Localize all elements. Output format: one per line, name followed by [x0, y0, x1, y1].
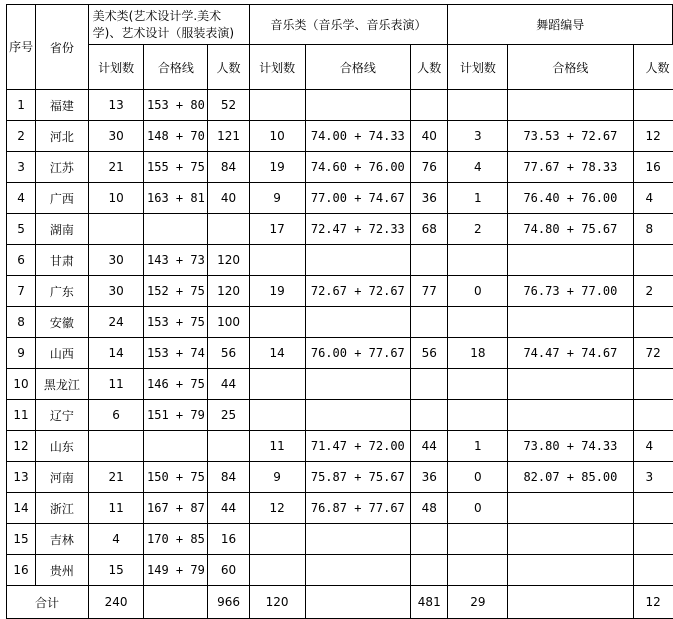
cell-music-plan — [249, 307, 305, 338]
cell-dance-count: 72 — [633, 338, 672, 369]
header-province: 省份 — [36, 5, 89, 90]
cell-dance-line — [508, 493, 633, 524]
cell-dance-plan: 4 — [448, 152, 508, 183]
cell-art-count: 120 — [208, 276, 249, 307]
cell-dance-count: 3 — [633, 462, 672, 493]
cell-seq: 6 — [7, 245, 36, 276]
admission-score-table — [6, 4, 673, 619]
cell-dance-line: 74.80 + 75.67 — [508, 214, 633, 245]
cell-dance-line: 77.67 + 78.33 — [508, 152, 633, 183]
cell-dance-plan — [448, 90, 508, 121]
cell-art-line: 143 + 73 — [144, 245, 208, 276]
cell-province: 浙江 — [36, 493, 89, 524]
cell-seq: 13 — [7, 462, 36, 493]
cell-seq: 5 — [7, 214, 36, 245]
cell-art-plan: 30 — [88, 276, 144, 307]
cell-music-count — [411, 307, 448, 338]
cell-dance-plan — [448, 369, 508, 400]
cell-art-count: 40 — [208, 183, 249, 214]
cell-music-plan: 19 — [249, 152, 305, 183]
table-row — [7, 121, 673, 152]
table-row — [7, 462, 673, 493]
cell-dance-line — [508, 90, 633, 121]
total-art-line — [144, 586, 208, 619]
cell-seq: 8 — [7, 307, 36, 338]
cell-music-count: 77 — [411, 276, 448, 307]
total-row — [7, 586, 673, 619]
admission-table-container — [6, 4, 673, 619]
cell-seq: 3 — [7, 152, 36, 183]
cell-seq: 9 — [7, 338, 36, 369]
cell-dance-plan: 0 — [448, 462, 508, 493]
cell-dance-count: 2 — [633, 276, 672, 307]
cell-art-line: 155 + 75 — [144, 152, 208, 183]
cell-seq: 16 — [7, 555, 36, 586]
header-art-group: 美术类(艺术设计学.美术学)、艺术设计（服装表演) — [88, 5, 249, 45]
cell-art-count: 56 — [208, 338, 249, 369]
cell-seq: 1 — [7, 90, 36, 121]
cell-province: 江苏 — [36, 152, 89, 183]
header-music-group: 音乐类（音乐学、音乐表演） — [249, 5, 448, 45]
cell-province: 贵州 — [36, 555, 89, 586]
cell-art-plan: 30 — [88, 121, 144, 152]
cell-province: 山西 — [36, 338, 89, 369]
table-row — [7, 90, 673, 121]
cell-art-line: 170 + 85 — [144, 524, 208, 555]
cell-province: 河北 — [36, 121, 89, 152]
table-row — [7, 307, 673, 338]
cell-art-count: 25 — [208, 400, 249, 431]
header-dance-count: 人数 — [633, 45, 672, 90]
cell-dance-plan — [448, 555, 508, 586]
header-dance-line: 合格线 — [508, 45, 633, 90]
cell-art-count: 16 — [208, 524, 249, 555]
cell-art-line: 149 + 79 — [144, 555, 208, 586]
total-dance-line — [508, 586, 633, 619]
cell-dance-line: 76.40 + 76.00 — [508, 183, 633, 214]
cell-music-plan — [249, 400, 305, 431]
cell-dance-plan: 18 — [448, 338, 508, 369]
cell-art-plan: 30 — [88, 245, 144, 276]
cell-dance-count: 8 — [633, 214, 672, 245]
header-row-columns — [7, 45, 673, 90]
cell-dance-count: 4 — [633, 183, 672, 214]
table-row — [7, 555, 673, 586]
cell-dance-plan — [448, 245, 508, 276]
cell-dance-count — [633, 524, 672, 555]
table-row — [7, 183, 673, 214]
cell-art-plan: 6 — [88, 400, 144, 431]
header-music-plan: 计划数 — [249, 45, 305, 90]
header-dance-group: 舞蹈编导 — [448, 5, 673, 45]
cell-seq: 2 — [7, 121, 36, 152]
cell-dance-count — [633, 493, 672, 524]
cell-province: 山东 — [36, 431, 89, 462]
cell-music-line: 74.00 + 74.33 — [305, 121, 411, 152]
cell-music-count: 40 — [411, 121, 448, 152]
cell-dance-plan — [448, 524, 508, 555]
cell-art-count: 44 — [208, 369, 249, 400]
cell-seq: 14 — [7, 493, 36, 524]
cell-art-plan — [88, 431, 144, 462]
table-row — [7, 493, 673, 524]
cell-dance-plan: 0 — [448, 276, 508, 307]
cell-music-line: 76.00 + 77.67 — [305, 338, 411, 369]
cell-dance-plan: 1 — [448, 431, 508, 462]
cell-dance-plan: 3 — [448, 121, 508, 152]
cell-art-line: 148 + 70 — [144, 121, 208, 152]
cell-art-plan: 11 — [88, 369, 144, 400]
cell-dance-count: 12 — [633, 121, 672, 152]
header-seq: 序号 — [7, 5, 36, 90]
cell-art-plan — [88, 214, 144, 245]
cell-province: 湖南 — [36, 214, 89, 245]
table-row — [7, 400, 673, 431]
total-art-plan: 240 — [88, 586, 144, 619]
cell-province: 福建 — [36, 90, 89, 121]
cell-music-plan: 9 — [249, 183, 305, 214]
cell-art-count — [208, 214, 249, 245]
total-music-line — [305, 586, 411, 619]
cell-music-line: 75.87 + 75.67 — [305, 462, 411, 493]
cell-dance-plan — [448, 307, 508, 338]
cell-music-line: 76.87 + 77.67 — [305, 493, 411, 524]
total-dance-plan: 29 — [448, 586, 508, 619]
cell-music-plan: 17 — [249, 214, 305, 245]
total-art-count: 966 — [208, 586, 249, 619]
cell-music-plan: 9 — [249, 462, 305, 493]
cell-art-count: 84 — [208, 152, 249, 183]
cell-art-plan: 15 — [88, 555, 144, 586]
cell-province: 黑龙江 — [36, 369, 89, 400]
cell-dance-plan: 2 — [448, 214, 508, 245]
cell-music-plan — [249, 555, 305, 586]
cell-music-count: 44 — [411, 431, 448, 462]
cell-music-line — [305, 555, 411, 586]
cell-music-plan: 14 — [249, 338, 305, 369]
cell-dance-count — [633, 90, 672, 121]
cell-dance-count — [633, 245, 672, 276]
cell-music-plan: 10 — [249, 121, 305, 152]
header-dance-plan: 计划数 — [448, 45, 508, 90]
cell-music-count: 36 — [411, 183, 448, 214]
cell-art-line: 153 + 80 — [144, 90, 208, 121]
cell-art-plan: 11 — [88, 493, 144, 524]
cell-seq: 12 — [7, 431, 36, 462]
cell-province: 广西 — [36, 183, 89, 214]
table-row — [7, 214, 673, 245]
cell-dance-plan: 0 — [448, 493, 508, 524]
table-row — [7, 245, 673, 276]
cell-dance-line: 82.07 + 85.00 — [508, 462, 633, 493]
cell-art-plan: 24 — [88, 307, 144, 338]
cell-music-count: 76 — [411, 152, 448, 183]
cell-music-count: 36 — [411, 462, 448, 493]
cell-province: 河南 — [36, 462, 89, 493]
cell-art-plan: 21 — [88, 152, 144, 183]
total-dance-count: 12 — [633, 586, 672, 619]
cell-art-plan: 14 — [88, 338, 144, 369]
table-row — [7, 431, 673, 462]
cell-art-line: 163 + 81 — [144, 183, 208, 214]
total-label: 合计 — [7, 586, 89, 619]
cell-music-plan — [249, 90, 305, 121]
cell-province: 广东 — [36, 276, 89, 307]
cell-province: 辽宁 — [36, 400, 89, 431]
table-row — [7, 338, 673, 369]
table-row — [7, 152, 673, 183]
header-row-groups — [7, 5, 673, 45]
cell-art-count: 84 — [208, 462, 249, 493]
cell-art-plan: 10 — [88, 183, 144, 214]
cell-music-line: 71.47 + 72.00 — [305, 431, 411, 462]
cell-art-line: 153 + 75 — [144, 307, 208, 338]
cell-music-plan: 19 — [249, 276, 305, 307]
cell-dance-line — [508, 555, 633, 586]
cell-music-line — [305, 307, 411, 338]
cell-dance-line: 73.53 + 72.67 — [508, 121, 633, 152]
cell-art-line — [144, 431, 208, 462]
cell-art-count: 52 — [208, 90, 249, 121]
table-row — [7, 524, 673, 555]
cell-dance-plan — [448, 400, 508, 431]
cell-art-count — [208, 431, 249, 462]
cell-music-line: 77.00 + 74.67 — [305, 183, 411, 214]
table-body — [7, 90, 673, 586]
cell-music-line — [305, 90, 411, 121]
cell-art-plan: 13 — [88, 90, 144, 121]
cell-music-count — [411, 90, 448, 121]
header-art-line: 合格线 — [144, 45, 208, 90]
header-art-plan: 计划数 — [88, 45, 144, 90]
cell-dance-count: 4 — [633, 431, 672, 462]
cell-dance-line — [508, 524, 633, 555]
cell-art-count: 120 — [208, 245, 249, 276]
cell-art-line: 151 + 79 — [144, 400, 208, 431]
cell-dance-count — [633, 555, 672, 586]
cell-art-count: 121 — [208, 121, 249, 152]
header-music-line: 合格线 — [305, 45, 411, 90]
cell-music-count — [411, 400, 448, 431]
cell-music-count — [411, 245, 448, 276]
cell-dance-plan: 1 — [448, 183, 508, 214]
cell-music-plan: 11 — [249, 431, 305, 462]
cell-art-plan: 4 — [88, 524, 144, 555]
table-row — [7, 276, 673, 307]
total-music-plan: 120 — [249, 586, 305, 619]
cell-dance-line: 74.47 + 74.67 — [508, 338, 633, 369]
cell-music-line: 72.47 + 72.33 — [305, 214, 411, 245]
cell-art-count: 60 — [208, 555, 249, 586]
cell-dance-line — [508, 245, 633, 276]
cell-dance-line: 73.80 + 74.33 — [508, 431, 633, 462]
cell-dance-count — [633, 400, 672, 431]
cell-art-line: 150 + 75 — [144, 462, 208, 493]
cell-dance-count: 16 — [633, 152, 672, 183]
cell-seq: 15 — [7, 524, 36, 555]
cell-art-line: 146 + 75 — [144, 369, 208, 400]
cell-music-line — [305, 245, 411, 276]
cell-music-plan: 12 — [249, 493, 305, 524]
cell-art-line: 152 + 75 — [144, 276, 208, 307]
cell-music-line: 74.60 + 76.00 — [305, 152, 411, 183]
cell-dance-line — [508, 369, 633, 400]
cell-music-count — [411, 524, 448, 555]
cell-dance-line: 76.73 + 77.00 — [508, 276, 633, 307]
header-art-count: 人数 — [208, 45, 249, 90]
cell-art-line: 153 + 74 — [144, 338, 208, 369]
cell-dance-line — [508, 307, 633, 338]
cell-dance-count — [633, 369, 672, 400]
cell-music-line — [305, 400, 411, 431]
cell-music-line: 72.67 + 72.67 — [305, 276, 411, 307]
cell-music-count: 48 — [411, 493, 448, 524]
cell-dance-count — [633, 307, 672, 338]
cell-music-line — [305, 524, 411, 555]
cell-province: 甘肃 — [36, 245, 89, 276]
cell-music-line — [305, 369, 411, 400]
cell-music-count: 56 — [411, 338, 448, 369]
total-music-count: 481 — [411, 586, 448, 619]
cell-seq: 4 — [7, 183, 36, 214]
cell-art-line: 167 + 87 — [144, 493, 208, 524]
cell-province: 安徽 — [36, 307, 89, 338]
cell-seq: 7 — [7, 276, 36, 307]
cell-seq: 11 — [7, 400, 36, 431]
table-row — [7, 369, 673, 400]
cell-music-count — [411, 369, 448, 400]
cell-art-plan: 21 — [88, 462, 144, 493]
cell-art-count: 44 — [208, 493, 249, 524]
cell-seq: 10 — [7, 369, 36, 400]
cell-music-plan — [249, 369, 305, 400]
cell-music-count — [411, 555, 448, 586]
cell-music-plan — [249, 524, 305, 555]
cell-dance-line — [508, 400, 633, 431]
header-music-count: 人数 — [411, 45, 448, 90]
cell-province: 吉林 — [36, 524, 89, 555]
cell-music-count: 68 — [411, 214, 448, 245]
cell-music-plan — [249, 245, 305, 276]
cell-art-line — [144, 214, 208, 245]
cell-art-count: 100 — [208, 307, 249, 338]
